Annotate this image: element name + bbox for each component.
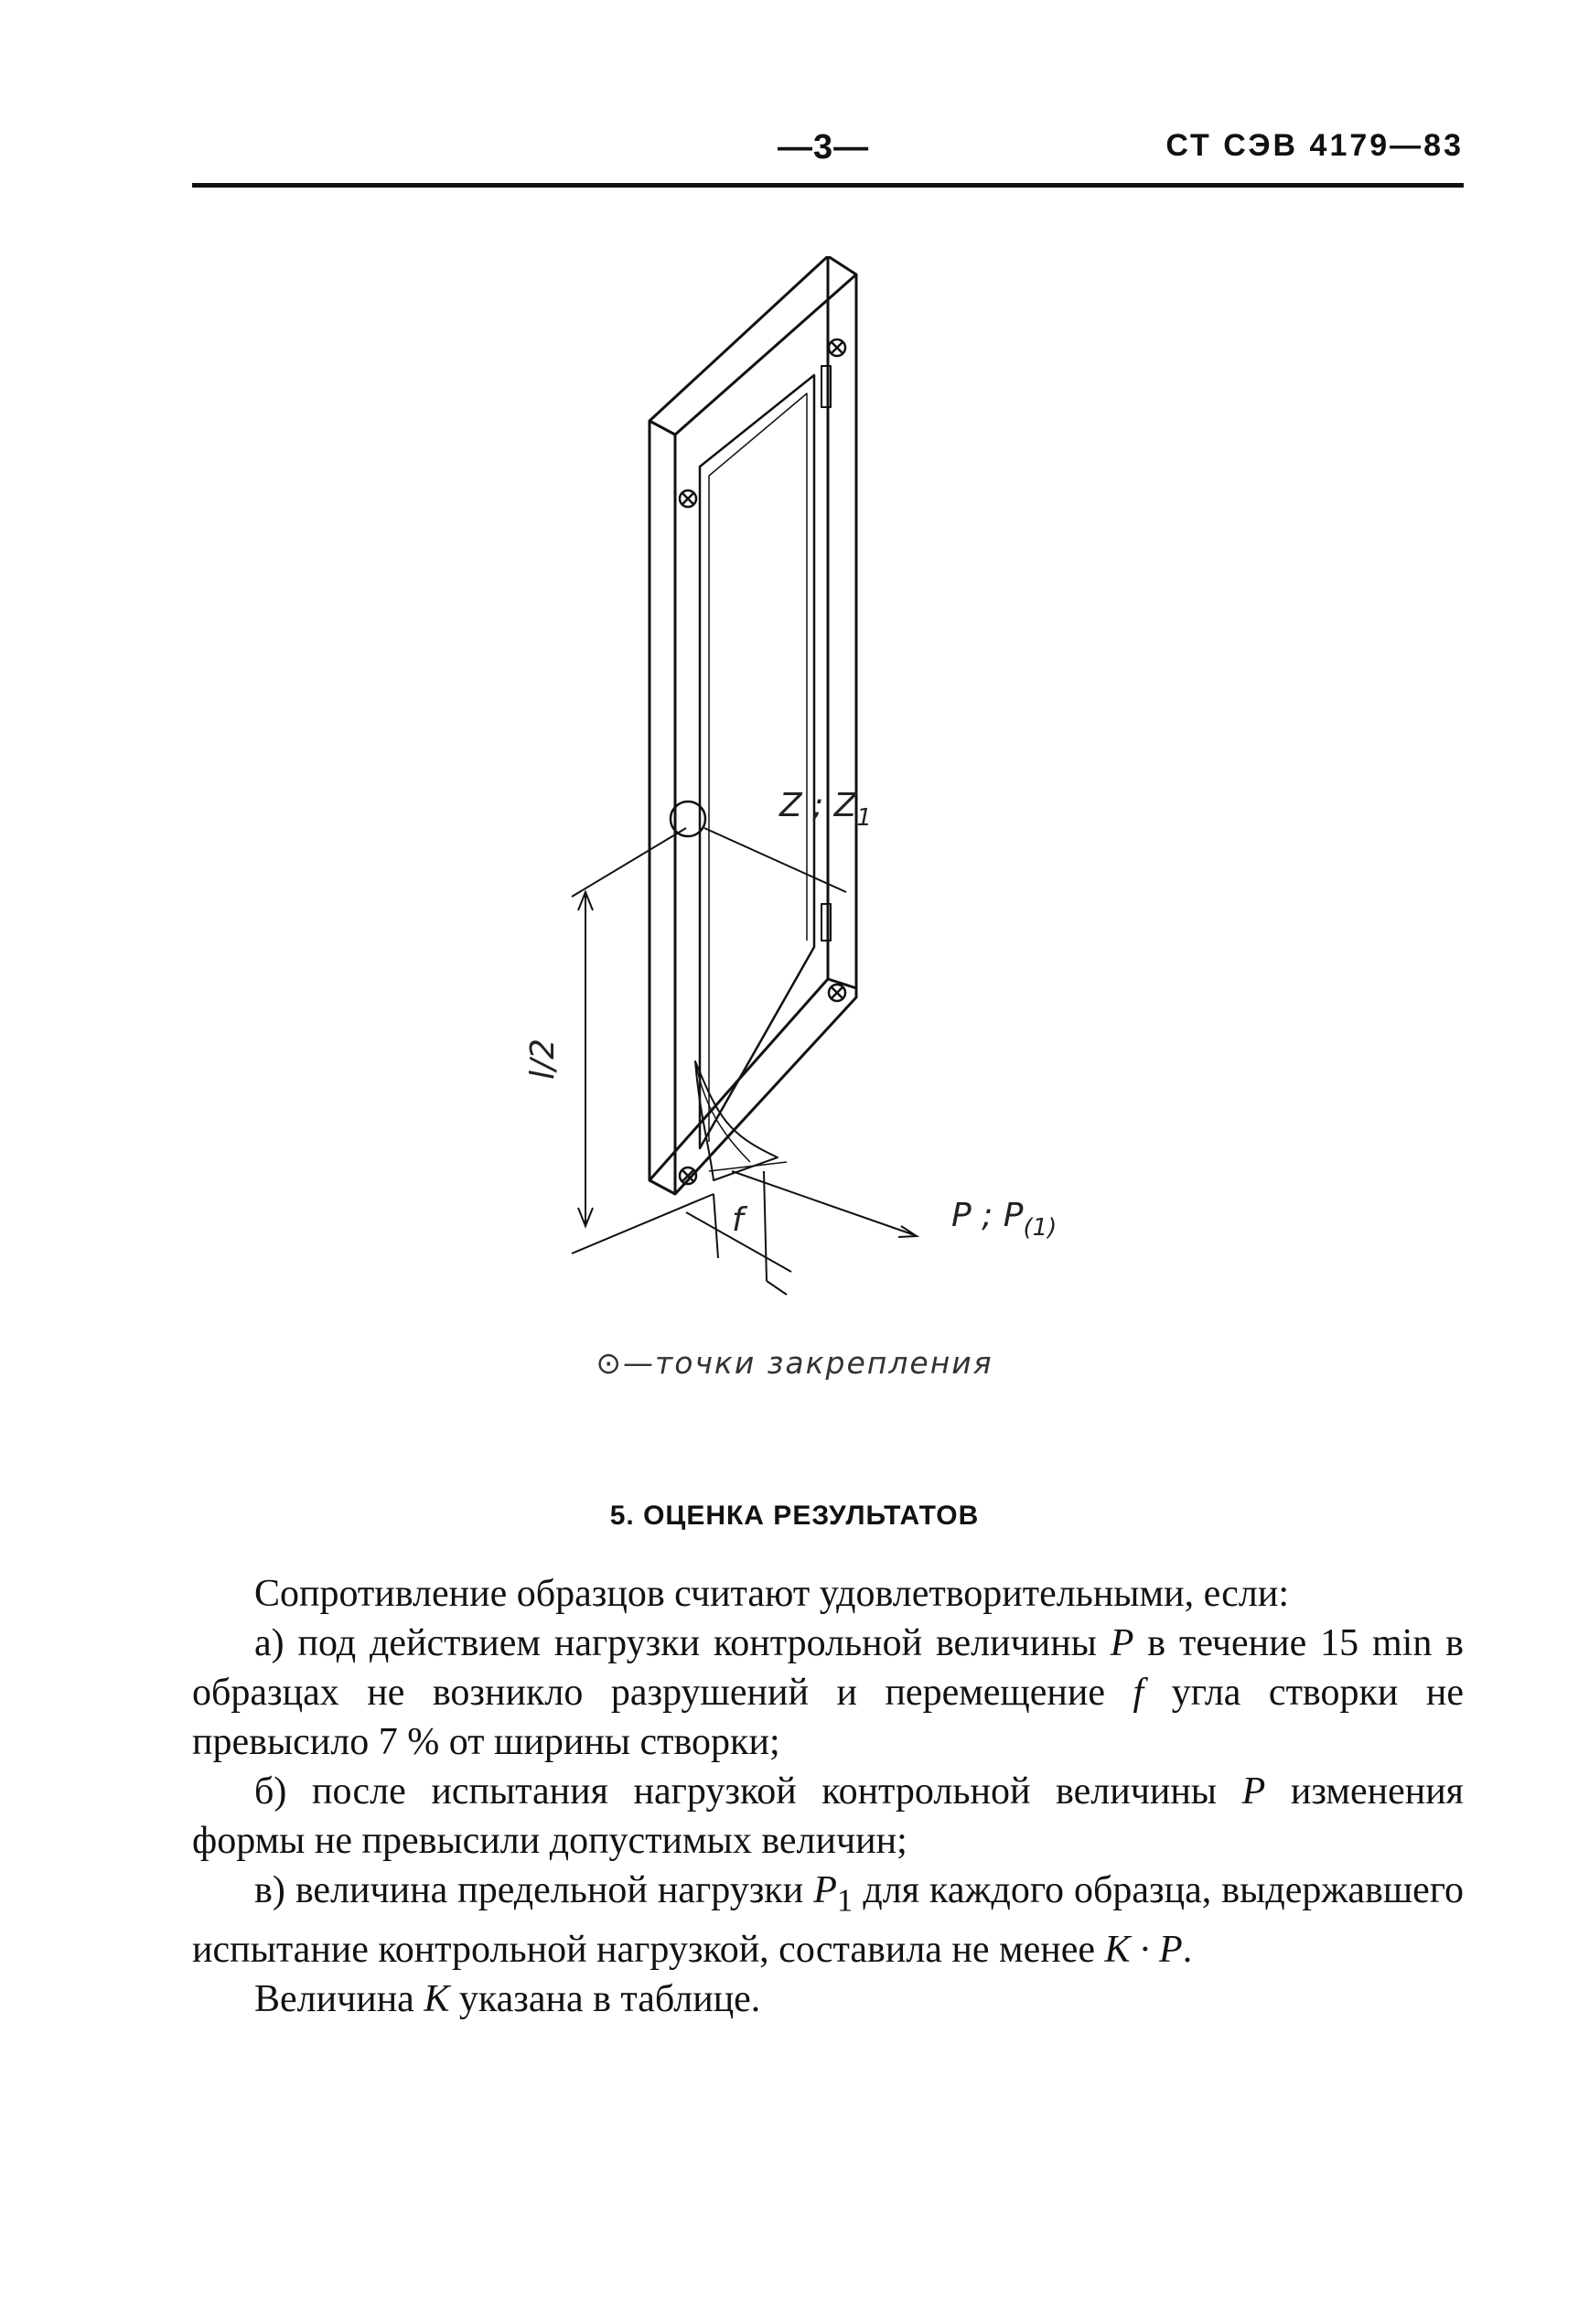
load-arrow xyxy=(732,1171,915,1235)
item-c: в) величина предельной нагрузки $P_1$ для каждого образца, выдержавшего испытание контрольной нагрузкой, составила не менее K · P. xyxy=(192,1869,1465,1972)
diagram-svg xyxy=(512,256,1079,1318)
item-a: а) под действием нагрузки контрольной величины P в течение 15 min в образцах не возникло разрушений и перемещение f угла створки не превысило 7 % от ширины створки; xyxy=(192,1622,1465,1763)
label-half: l/2 xyxy=(524,1038,562,1080)
z-leader xyxy=(704,828,846,892)
window-sash-diagram xyxy=(512,256,1079,1318)
header-rule xyxy=(192,183,1464,188)
label-deflection: f xyxy=(732,1201,744,1239)
glass-opening xyxy=(700,375,814,1148)
intro-paragraph: Сопротивление образцов считают удовлетворительными, если: xyxy=(254,1573,1290,1615)
frame-bottom-edge xyxy=(650,988,856,1194)
item-b: б) после испытания нагрузкой контрольной величины P изменения формы не превысили допустимых величин; xyxy=(192,1770,1464,1862)
standard-id: СТ СЭВ 4179—83 xyxy=(1165,128,1464,163)
glass-inner xyxy=(709,393,807,1142)
label-load: P ; $P_{(1)}$ xyxy=(951,1197,1058,1242)
section-body xyxy=(192,1569,1464,2024)
page-number: —3— xyxy=(778,128,870,167)
section-title: 5. ОЦЕНКА РЕЗУЛЬТАТОВ xyxy=(609,1501,980,1531)
closing-paragraph: Величина K указана в таблице. xyxy=(254,1978,761,2021)
deformed-corner xyxy=(695,1061,778,1180)
frame-right-edge xyxy=(828,274,856,988)
page-header xyxy=(192,128,1464,183)
label-z: Z ; $Z_1$ xyxy=(779,787,872,832)
figure-caption: ⊙—точки закрепления xyxy=(596,1345,993,1381)
